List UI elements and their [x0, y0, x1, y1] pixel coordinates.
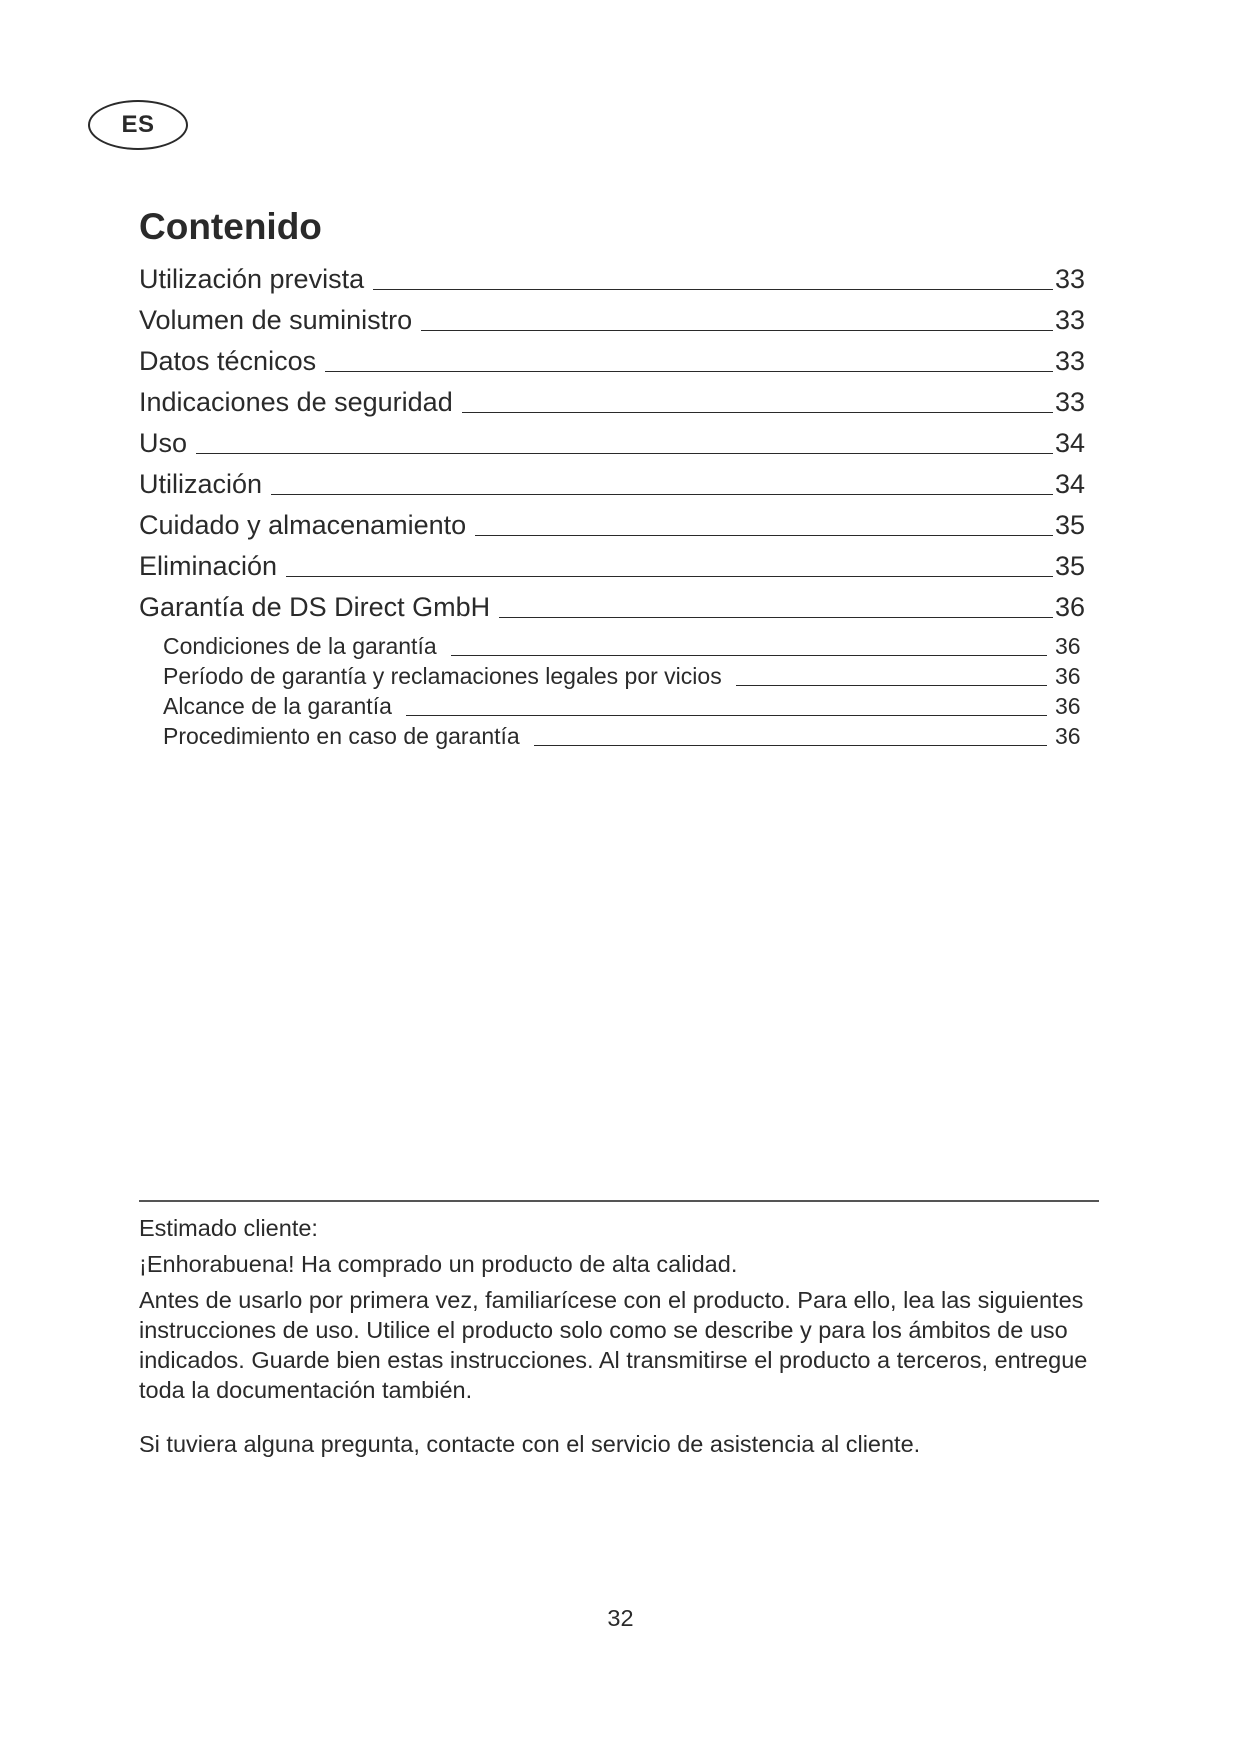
intro-congrats: ¡Enhorabuena! Ha comprado un producto de alta calidad. [139, 1251, 738, 1277]
toc-entry-indicaciones-de-seguridad[interactable] [139, 387, 1089, 428]
toc-leader-line [406, 714, 1047, 716]
toc-entry-label: Indicaciones de seguridad [139, 387, 453, 417]
toc-entry-page: 36 [1055, 633, 1081, 659]
toc-entry-page: 34 [1055, 428, 1086, 458]
intro-salutation: Estimado cliente: [139, 1215, 318, 1241]
toc-entry-cuidado-y-almacenamiento[interactable] [139, 510, 1089, 551]
toc-entry-eliminacion[interactable] [139, 551, 1089, 592]
toc-subentry-periodo[interactable] [139, 663, 1089, 693]
toc-entry-label: Datos técnicos [139, 346, 317, 376]
toc-leader-line [451, 654, 1047, 656]
toc-entry-label: Garantía de DS Direct GmbH [139, 592, 491, 622]
toc-entry-page: 36 [1055, 693, 1081, 719]
intro-contact: Si tuviera alguna pregunta, contacte con el servicio de asistencia al cliente. [139, 1431, 921, 1457]
toc-entry-label: Uso [139, 428, 188, 458]
toc-entry-label: Período de garantía y reclamaciones legales por vicios [163, 663, 722, 689]
page-number: 32 [607, 1605, 634, 1631]
toc-subentry-procedimiento[interactable] [139, 723, 1089, 753]
toc-entry-volumen-de-suministro[interactable] [139, 305, 1089, 346]
toc-leader-line [373, 288, 1053, 290]
toc-subentry-alcance[interactable] [139, 693, 1089, 723]
toc-entry-utilizacion-prevista[interactable] [139, 264, 1089, 305]
toc-entry-label: Utilización prevista [139, 264, 365, 294]
toc-entry-page: 33 [1055, 305, 1086, 335]
toc-entry-label: Procedimiento en caso de garantía [163, 723, 520, 749]
toc-leader-line [736, 684, 1047, 686]
language-badge: ES [88, 100, 188, 150]
toc-entry-page: 33 [1055, 346, 1086, 376]
toc-leader-line [271, 493, 1053, 495]
intro-instructions: Antes de usarlo por primera vez, familiarícese con el producto. Para ello, lea las siguientes instrucciones de uso. Utilice el producto solo como se describe y para los ámbitos de uso indicados. Guarde bien estas instrucciones. Al transmitirse el producto a terceros, entregue toda la documentación también. [139, 1287, 1088, 1403]
toc-entry-page: 36 [1055, 723, 1081, 749]
toc-entry-garantia[interactable] [139, 592, 1089, 633]
table-of-contents [139, 264, 1089, 753]
toc-leader-line [286, 575, 1053, 577]
toc-entry-label: Eliminación [139, 551, 278, 581]
intro-text [139, 1213, 1099, 1465]
toc-entry-page: 35 [1055, 551, 1086, 581]
toc-entry-label: Utilización [139, 469, 263, 499]
toc-entry-page: 36 [1055, 663, 1081, 689]
section-divider [139, 1200, 1099, 1202]
toc-entry-uso[interactable] [139, 428, 1089, 469]
toc-entry-page: 33 [1055, 387, 1086, 417]
toc-entry-page: 36 [1055, 592, 1086, 622]
toc-entry-label: Volumen de suministro [139, 305, 413, 335]
toc-leader-line [534, 744, 1047, 746]
toc-entry-label: Cuidado y almacenamiento [139, 510, 467, 540]
toc-entry-label: Condiciones de la garantía [163, 633, 437, 659]
toc-entry-page: 34 [1055, 469, 1086, 499]
toc-leader-line [475, 534, 1053, 536]
toc-entry-utilizacion[interactable] [139, 469, 1089, 510]
toc-leader-line [421, 329, 1053, 331]
toc-leader-line [325, 370, 1053, 372]
toc-title: Contenido [139, 206, 322, 247]
toc-leader-line [462, 411, 1053, 413]
toc-leader-line [196, 452, 1053, 454]
toc-leader-line [499, 616, 1053, 618]
toc-entry-page: 35 [1055, 510, 1086, 540]
toc-entry-page: 33 [1055, 264, 1086, 294]
toc-entry-label: Alcance de la garantía [163, 693, 392, 719]
toc-subentry-condiciones[interactable] [139, 633, 1089, 663]
toc-entry-datos-tecnicos[interactable] [139, 346, 1089, 387]
